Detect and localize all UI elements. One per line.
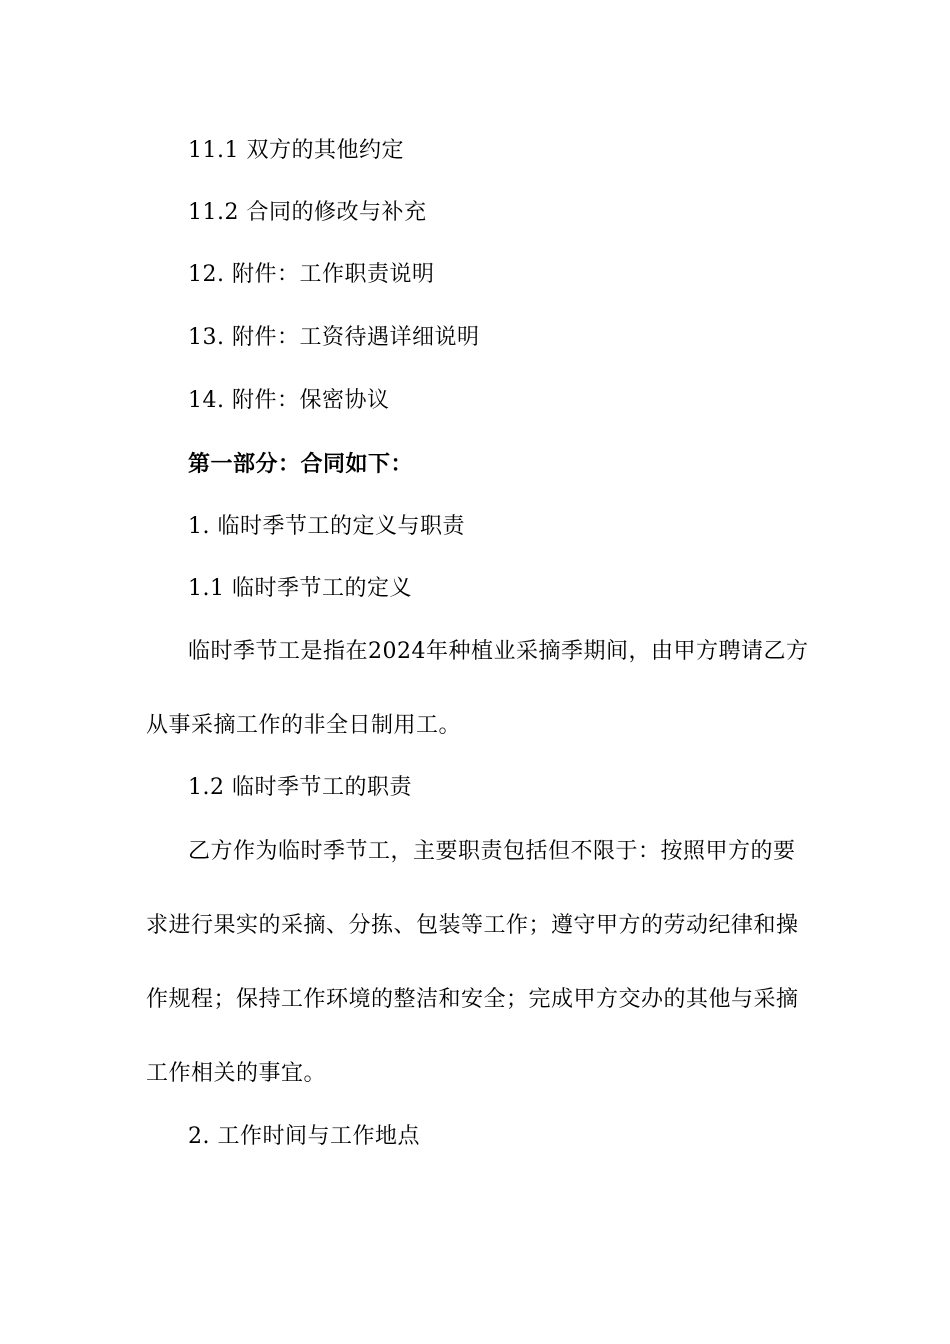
toc-item-11-2: 11.2 合同的修改与补充 [188, 200, 427, 225]
paragraph-duties-line-2: 求进行果实的采摘、分拣、包装等工作；遵守甲方的劳动纪律和操 [146, 913, 799, 938]
paragraph-duties-line-1: 乙方作为临时季节工，主要职责包括但不限于：按照甲方的要 [188, 839, 796, 864]
clause-1-1-heading: 1.1 临时季节工的定义 [188, 576, 412, 601]
paragraph-duties-line-4: 工作相关的事宜。 [146, 1061, 327, 1086]
toc-item-13: 13. 附件：工资待遇详细说明 [188, 325, 480, 350]
paragraph-definition-line-2: 从事采摘工作的非全日制用工。 [146, 713, 462, 738]
clause-1-2-heading: 1.2 临时季节工的职责 [188, 775, 412, 800]
toc-item-14: 14. 附件：保密协议 [188, 388, 390, 413]
paragraph-duties-line-3: 作规程；保持工作环境的整洁和安全；完成甲方交办的其他与采摘 [146, 987, 799, 1012]
clause-2-heading: 2. 工作时间与工作地点 [188, 1124, 420, 1149]
clause-1-heading: 1. 临时季节工的定义与职责 [188, 514, 465, 539]
toc-item-11-1: 11.1 双方的其他约定 [188, 138, 404, 163]
paragraph-definition-line-1: 临时季节工是指在2024年种植业采摘季期间，由甲方聘请乙方 [188, 639, 809, 664]
section-heading: 第一部分：合同如下： [188, 451, 414, 477]
toc-item-12: 12. 附件：工作职责说明 [188, 262, 435, 287]
